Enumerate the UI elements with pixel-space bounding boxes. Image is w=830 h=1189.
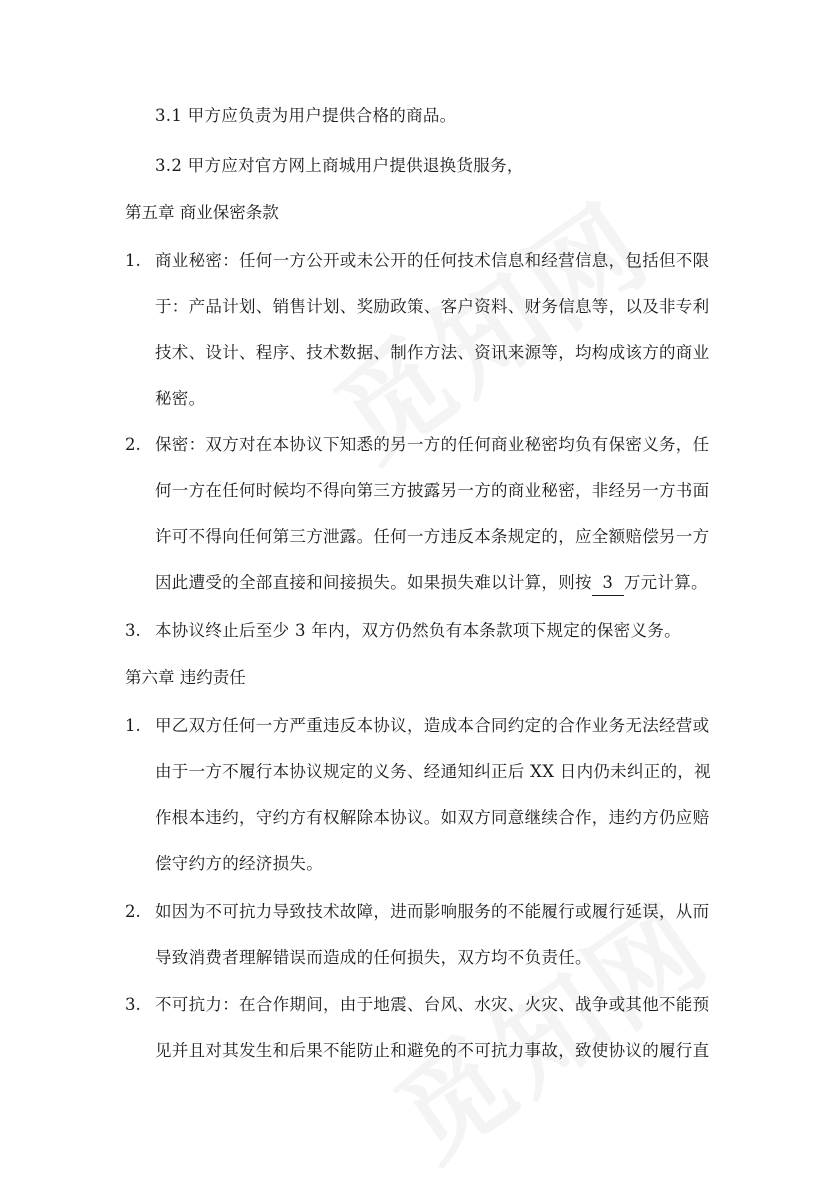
item-number: 1. <box>125 251 141 270</box>
clause-3-1: 3.1 甲方应负责为用户提供合格的商品。 <box>155 106 457 125</box>
ch5-item1-line: 于：产品计划、销售计划、奖励政策、客户资料、财务信息等，以及非专利 <box>155 297 710 316</box>
item-number: 3. <box>125 995 141 1014</box>
ch5-item1-line: 商业秘密：任何一方公开或未公开的任何技术信息和经营信息，包括但不限 <box>155 251 710 270</box>
ch5-item1-line: 秘密。 <box>155 389 206 408</box>
chapter-5-title: 第五章 商业保密条款 <box>125 203 279 222</box>
ch5-item2-line: 何一方在任何时候均不得向第三方披露另一方的商业秘密，非经另一方书面 <box>155 481 710 500</box>
ch6-item3-line: 不可抗力：在合作期间，由于地震、台风、水灾、火灾、战争或其他不能预 <box>155 995 710 1014</box>
ch6-item1-line: 由于一方不履行本协议规定的义务、经通知纠正后 XX 日内仍未纠正的，视 <box>155 762 711 781</box>
ch5-item2-last-line <box>155 571 708 596</box>
ch6-item2-line: 如因为不可抗力导致技术故障，进而影响服务的不能履行或履行延误，从而 <box>155 902 710 921</box>
ch5-item2-line: 保密：双方对在本协议下知悉的另一方的任何商业秘密均负有保密义务，任 <box>155 435 710 454</box>
ch6-item3-line: 见并且对其发生和后果不能防止和避免的不可抗力事故，致使协议的履行直 <box>155 1041 710 1060</box>
item-number: 2. <box>125 435 141 454</box>
ch5-item2-text: 因此遭受的全部直接和间接损失。如果损失难以计算，则按 <box>155 573 592 592</box>
ch6-item2-line: 导致消费者理解错误而造成的任何损失，双方均不负责任。 <box>155 948 592 967</box>
ch5-item2-line: 许可不得向任何第三方泄露。任何一方违反本条规定的，应全额赔偿另一方 <box>155 527 710 546</box>
ch5-item1-line: 技术、设计、程序、技术数据、制作方法、资讯来源等，均构成该方的商业 <box>155 343 710 362</box>
item-number: 3. <box>125 621 141 640</box>
amount-blank: 3 <box>592 571 624 596</box>
chapter-6-title: 第六章 违约责任 <box>125 668 246 687</box>
ch5-item2-text: 万元计算。 <box>623 573 708 592</box>
clause-3-2: 3.2 甲方应对官方网上商城用户提供退换货服务， <box>155 156 524 175</box>
item-number: 1. <box>125 716 141 735</box>
item-number: 2. <box>125 902 141 921</box>
ch6-item1-line: 作根本违约，守约方有权解除本协议。如双方同意继续合作，违约方仍应赔 <box>155 808 710 827</box>
ch6-item1-line: 偿守约方的经济损失。 <box>155 854 323 873</box>
ch5-item3-line: 本协议终止后至少 3 年内，双方仍然负有本条款项下规定的保密义务。 <box>155 621 681 640</box>
ch6-item1-line: 甲乙双方任何一方严重违反本协议，造成本合同约定的合作业务无法经营或 <box>155 716 710 735</box>
